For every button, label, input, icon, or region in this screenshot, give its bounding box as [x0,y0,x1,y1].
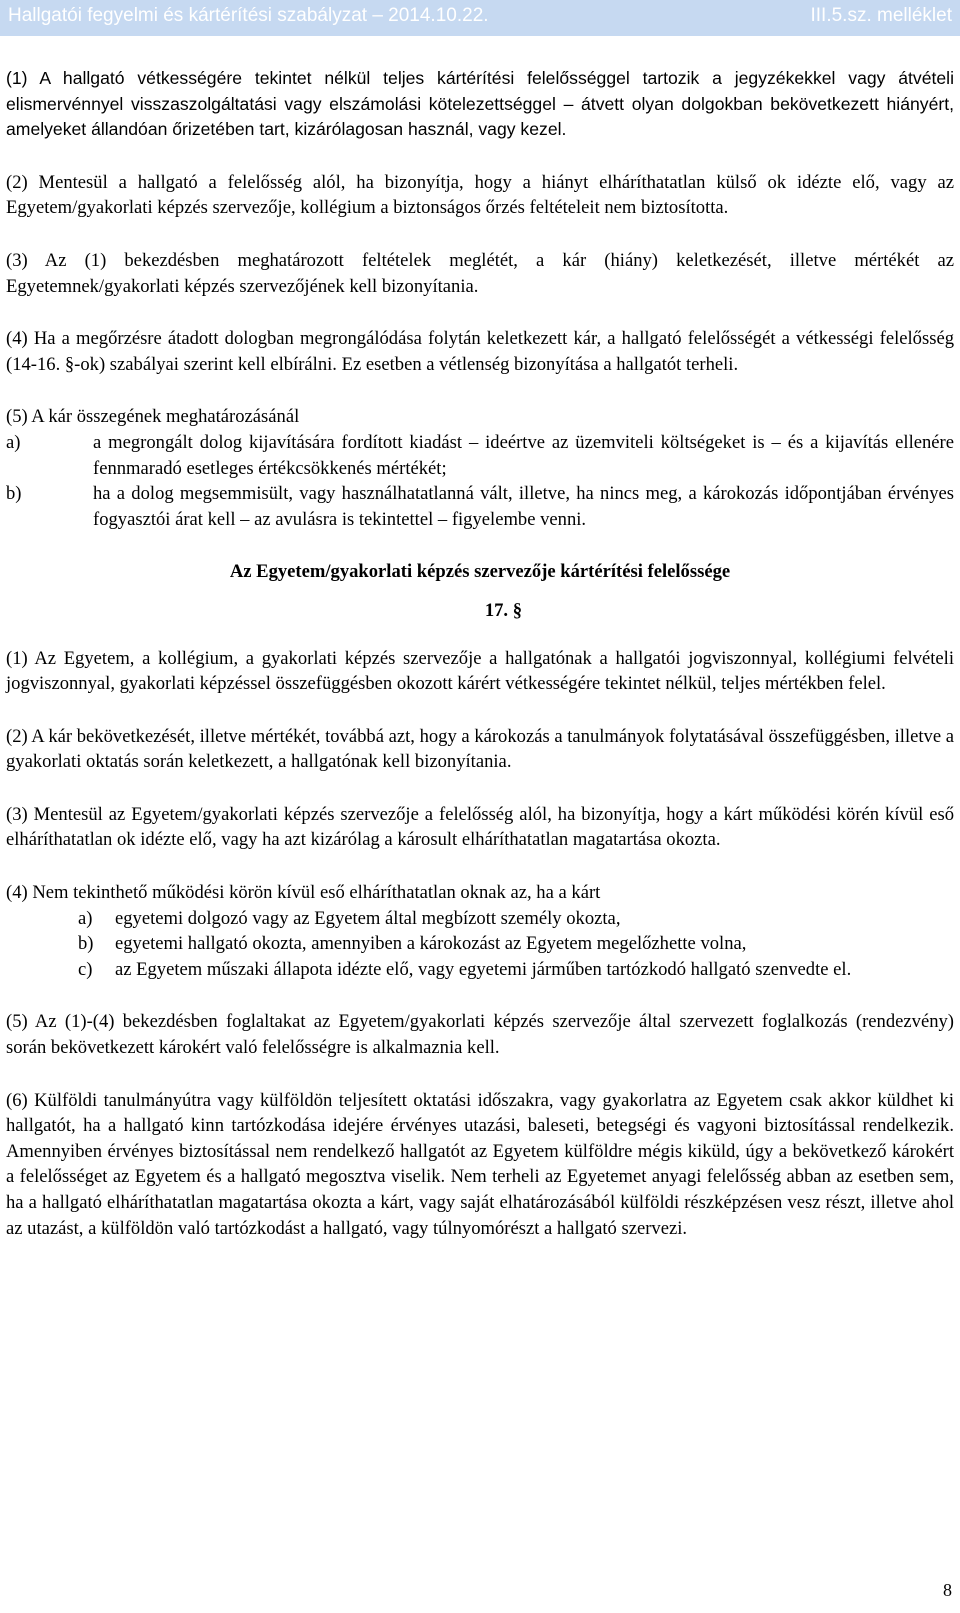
header-title: Hallgatói fegyelmi és kártérítési szabályzat – 2014.10.22. [8,5,489,26]
paragraph-2: (2) Mentesül a hallgató a felelősség alól, ha bizonyítja, hogy a hiányt elháríthatatlan külső ok idézte elő, vagy az Egyetem/gyakorlati képzés szervezője, kollégium a biztonságos őrzés feltételeit nem biztosította. [6,171,954,219]
document-body [6,66,954,1241]
paragraph-17-5: (5) Az (1)-(4) bekezdésben foglaltakat az Egyetem/gyakorlati képzés szervezője által szervezett foglalkozás (rendezvény) során bekövetkezett károkért való felelősségre is alkalmaznia kell. [6,1011,954,1059]
list-marker: a) [6,431,21,453]
paragraph-4: (4) Ha a megőrzésre átadott dologban megrongálódása folytán keletkezett kár, a hallgató felelősségét a vétkességi felelősség (14-16. §-ok) szabályai szerint kell elbírálni. Ez esetben a vétlenség bizonyítása a hallgatót terheli. [6,328,954,375]
list-item-text: egyetemi hallgató okozta, amennyiben a károkozást az Egyetem megelőzhette volna, [115,933,747,955]
document-header [0,0,960,36]
paragraph-17-1: (1) Az Egyetem, a kollégium, a gyakorlati képzés szervezője a hallgatónak a hallgatói jogviszonnyal, kollégiumi felvételi jogviszonnyal, gyakorlati képzéssel összefüggésben okozott kárért vétkességére tekintet nélkül, teljes mértékben felel. [6,647,954,695]
list-item-text: a megrongált dolog kijavítására fordított kiadást – ideértve az üzemviteli költségeket is – és a kijavítás ellenére fennmaradó esetleges értékcsökkenés mértékét; [93,431,954,479]
paragraph-1: (1) A hallgató vétkességére tekintet nélkül teljes kártérítési felelősséggel tartozik a jegyzékekkel vagy átvételi elismervénnyel visszaszolgáltatási vagy elszámolási kötelezettséggel – átvett olyan dolgokban bekövetkezett hiányért, amelyeket állandóan őrizetében tart, kizárólagosan használ, vagy kezel. [6,68,954,140]
list-item [6,430,954,481]
list-item-text: ha a dolog megsemmisült, vagy használhatatlanná vált, illetve, ha nincs meg, a károkozás időpontjában érvényes fogyasztói árat kell – az avulásra is tekintettel – figyelembe venni. [93,483,954,530]
list-marker: a) [78,907,93,929]
list-item-text: egyetemi dolgozó vagy az Egyetem által megbízott személy okozta, [115,907,621,929]
page-number: 8 [943,1580,952,1600]
damage-calculation-list [6,430,954,532]
paragraph-17-6: (6) Külföldi tanulmányútra vagy külföldön teljesített oktatási időszakra, vagy gyakorlatra az Egyetem csak akkor küldhet ki hallgatót, ha a hallgató kinn tartózkodása idejére érvényes utazási, baleseti, betegségi és vagyoni biztosítással rendelkezik. Amennyiben érvényes biztosítással nem rendelkező hallgatót az Egyetem külföldre mégis kiküld, úgy a bekövetkező károkért a felelősséget az Egyetem és a hallgató megosztva viselik. Nem terheli az Egyetemet anyagi felelősség abban az esetben sem, ha a hallgató elháríthatatlan magatartása okozta a kárt, vagy saját elhatározásából külföldi részképzésen vesz részt, illetve ahol az utazást, a külföldön való tartózkodást a hallgató, vagy túlnyomórészt a hallgató szervezi. [6,1089,954,1239]
paragraph-3: (3) Az (1) bekezdésben meghatározott feltételek meglétét, a kár (hiány) keletkezését, illetve mértékét az Egyetemnek/gyakorlati képzés szervezőjének kell bizonyítania. [6,249,954,297]
header-annex-label: III.5.sz. melléklet [810,5,952,26]
paragraph-number: 17. § [484,599,522,621]
list-item [6,481,954,532]
paragraph-17-4-intro: (4) Nem tekinthető működési körön kívül eső elháríthatatlan oknak az, ha a kárt [6,882,601,904]
paragraph-17-3: (3) Mentesül az Egyetem/gyakorlati képzés szervezője a felelősség alól, ha bizonyítja, hogy a kárt működési körén kívül eső elháríthatatlan ok idézte elő, vagy ha azt kizárólag a károsult elháríthatatlan magatartása okozta. [6,803,954,851]
list-item-text: az Egyetem műszaki állapota idézte elő, vagy egyetemi járműben tartózkodó hallgató szenvedte el. [115,958,852,980]
list-marker: b) [78,933,94,955]
list-item [6,931,954,957]
list-marker: b) [6,483,22,505]
exceptions-list [6,906,954,983]
list-marker: c) [78,958,93,980]
section-heading: Az Egyetem/gyakorlati képzés szervezője kártérítési felelőssége [229,561,731,583]
list-item [6,957,954,983]
list-item [6,906,954,932]
paragraph-5-intro: (5) A kár összegének meghatározásánál [6,406,300,428]
paragraph-17-2: (2) A kár bekövetkezését, illetve mértékét, továbbá azt, hogy a károkozás a tanulmányok folytatásával összefüggésben, illetve a gyakorlati oktatás során keletkezett, a hallgatónak kell bizonyítania. [6,725,954,773]
